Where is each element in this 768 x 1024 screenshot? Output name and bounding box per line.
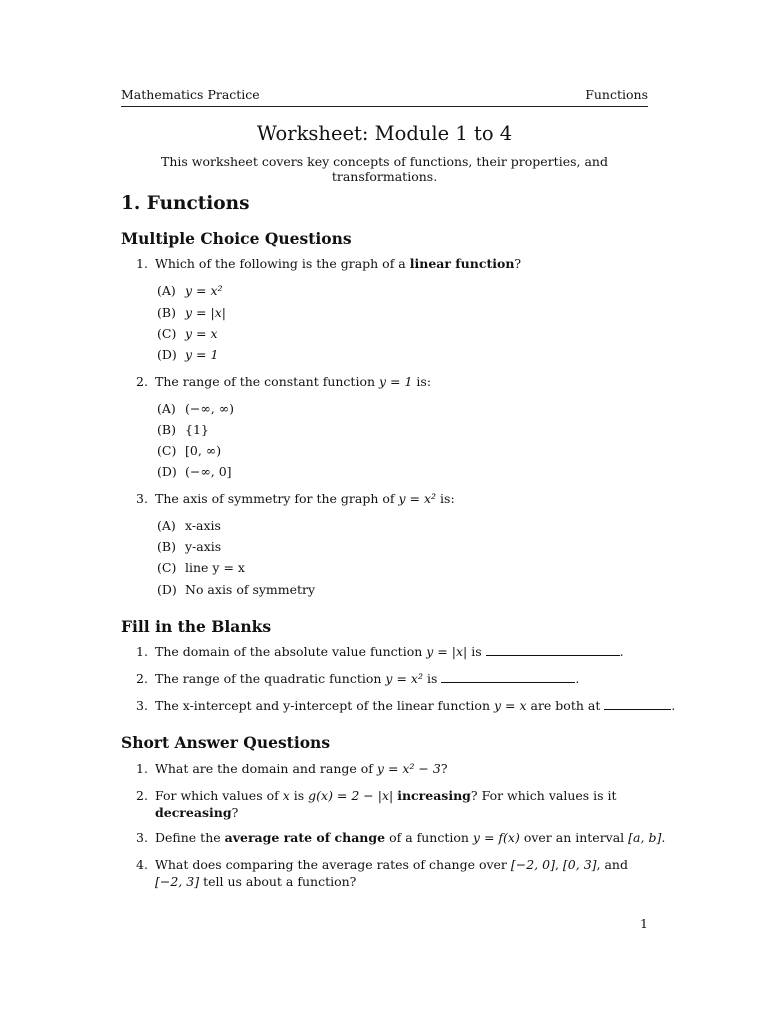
- option-text: x-axis: [185, 518, 221, 533]
- question-number: 2.: [136, 788, 148, 803]
- option-label: (D): [157, 347, 177, 362]
- mcq-heading: Multiple Choice Questions: [121, 229, 352, 248]
- header-right: Functions: [585, 87, 648, 102]
- option-label: (B): [157, 539, 176, 554]
- option-label: (A): [157, 401, 176, 416]
- option-text: (−∞, 0]: [185, 464, 232, 479]
- question-number: 1.: [136, 761, 148, 776]
- option-label: (C): [157, 443, 177, 458]
- page-number: 1: [640, 916, 648, 931]
- option-text: y = x²: [185, 283, 223, 298]
- option-label: (B): [157, 422, 176, 437]
- option-text: No axis of symmetry: [185, 582, 316, 597]
- answer-blank[interactable]: [486, 643, 620, 656]
- option-text: {1}: [185, 422, 209, 437]
- fill-heading: Fill in the Blanks: [121, 617, 272, 636]
- answer-blank[interactable]: [604, 697, 671, 710]
- option-label: (D): [157, 582, 177, 597]
- question-number: 2.: [136, 671, 148, 686]
- option-label: (B): [157, 305, 176, 320]
- option-label: (A): [157, 518, 176, 533]
- answer-blank[interactable]: [441, 670, 575, 683]
- document-subtitle: This worksheet covers key concepts of functions, their properties, and transformations.: [161, 154, 608, 184]
- question-text: The axis of symmetry for the graph of y = x² is:: [155, 491, 455, 506]
- option-text: y = |x|: [185, 305, 226, 320]
- question-number: 3.: [136, 491, 148, 506]
- question-number: 2.: [136, 374, 148, 389]
- question-number: 4.: [136, 857, 148, 872]
- option-label: (A): [157, 283, 176, 298]
- option-text: line y = x: [185, 560, 245, 575]
- option-text: [0, ∞): [185, 443, 222, 458]
- document-title: Worksheet: Module 1 to 4: [256, 122, 513, 145]
- question-number: 1.: [136, 256, 148, 271]
- header-left: Mathematics Practice: [121, 87, 260, 102]
- question-text: Which of the following is the graph of a linear function?: [155, 256, 522, 271]
- question-text: Define the average rate of change of a function y = f(x) over an interval [a, b].: [155, 830, 666, 845]
- question-number: 3.: [136, 698, 148, 713]
- question-text: The x-intercept and y-intercept of the linear function y = x are both at .: [155, 698, 676, 713]
- question-text: The domain of the absolute value function y = |x| is .: [155, 644, 624, 659]
- running-header: [121, 87, 648, 103]
- option-label: (C): [157, 560, 177, 575]
- question-number: 1.: [136, 644, 148, 659]
- question-text: For which values of x is g(x) = 2 − |x| increasing? For which values is it decreasing?: [155, 788, 617, 820]
- section-title: 1. Functions: [121, 193, 250, 214]
- question-text: The range of the constant function y = 1 is:: [155, 374, 432, 389]
- question-number: 3.: [136, 830, 148, 845]
- option-text: y-axis: [185, 539, 222, 554]
- option-label: (C): [157, 326, 177, 341]
- option-label: (D): [157, 464, 177, 479]
- question-text: What does comparing the average rates of change over [−2, 0], [0, 3], and [−2, 3] tell us about a function?: [155, 857, 628, 889]
- option-text: y = 1: [185, 347, 219, 362]
- option-text: y = x: [185, 326, 218, 341]
- option-text: (−∞, ∞): [185, 401, 234, 416]
- question-text: The range of the quadratic function y = x² is .: [155, 671, 580, 686]
- header-rule: [121, 106, 648, 107]
- question-text: What are the domain and range of y = x² − 3?: [155, 761, 448, 776]
- short-heading: Short Answer Questions: [121, 733, 331, 752]
